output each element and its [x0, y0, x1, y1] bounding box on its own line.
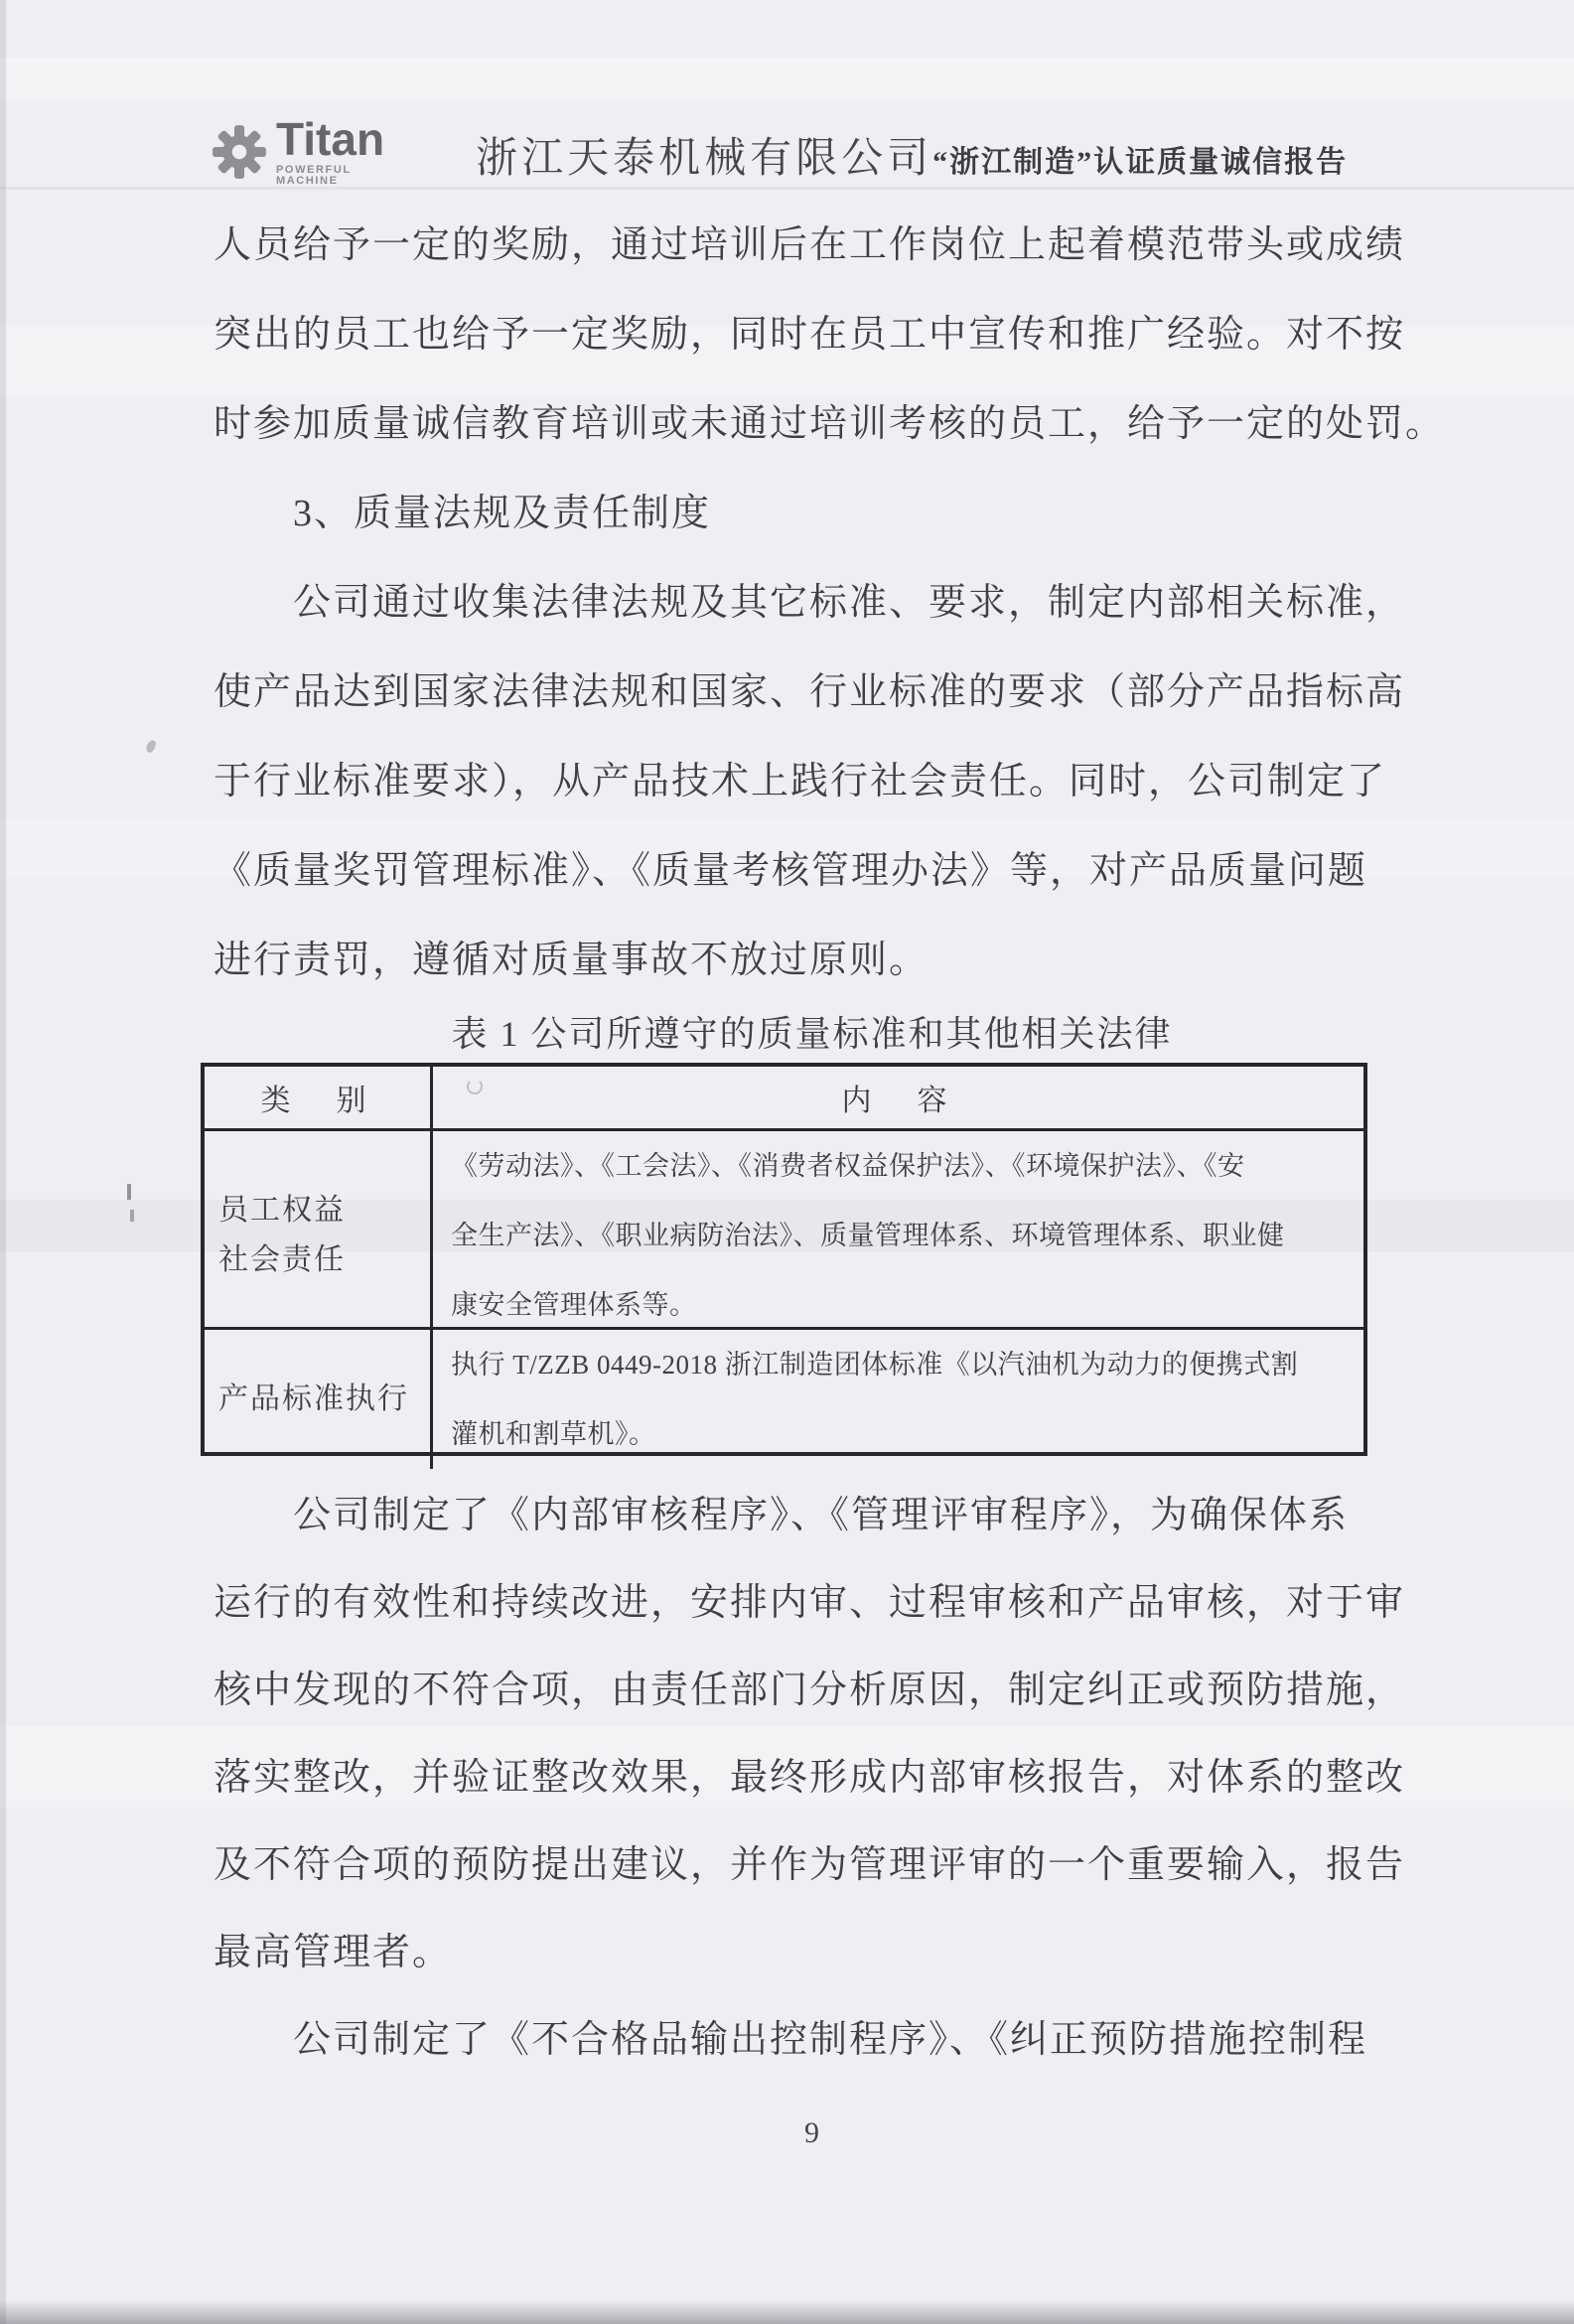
- table-row: [205, 1128, 1363, 1327]
- text-line: 突出的员工也给予一定奖励，同时在员工中宣传和推广经验。对不按: [214, 314, 1406, 356]
- page-header: [212, 103, 1349, 187]
- category-cell: [205, 1131, 433, 1340]
- text-line: 公司制定了《内部审核程序》、《管理评审程序》，为确保体系: [293, 1495, 1350, 1536]
- report-title: “浙江制造”认证质量诚信报告: [932, 146, 1349, 179]
- paragraph: [214, 1996, 1410, 2084]
- text-line: 运行的有效性和持续改进，安排内审、过程审核和产品审核，对于审: [214, 1582, 1406, 1624]
- text-line: 进行责罚，遵循对质量事故不放过原则。: [214, 940, 930, 981]
- text-line: 于行业标准要求），从产品技术上践行社会责任。同时，公司制定了: [214, 761, 1387, 802]
- column-header-category: 类 别: [205, 1067, 433, 1128]
- brand-tagline: POWERFUL MACHINE: [276, 164, 352, 187]
- content-cell: [433, 1330, 1363, 1469]
- text-line: 《质量奖罚管理标准》、《质量考核管理办法》等，对产品质量问题: [214, 850, 1368, 892]
- text-line: 员工权益: [218, 1194, 346, 1227]
- paragraph: [214, 558, 1410, 1005]
- content-cell: [433, 1131, 1363, 1340]
- text-line: 时参加质量诚信教育培训或未通过培训考核的员工，给予一定的处罚。: [214, 403, 1446, 445]
- paragraph: [214, 1472, 1410, 1996]
- text-line: 康安全管理体系等。: [451, 1290, 697, 1320]
- text-line: 人员给予一定的奖励，通过培训后在工作岗位上起着模范带头或成绩: [214, 224, 1406, 266]
- text-line: 灌机和割草机》。: [451, 1419, 656, 1449]
- text-line: 全生产法》、《职业病防治法》、质量管理体系、环境管理体系、职业健: [451, 1221, 1285, 1250]
- ink-speck: [127, 1184, 131, 1200]
- brand-name: Titan: [276, 113, 385, 165]
- text-line: 产品标准执行: [218, 1382, 409, 1415]
- paragraph: [214, 201, 1446, 469]
- text-line: 使产品达到国家法律法规和国家、行业标准的要求（部分产品指标高: [214, 671, 1406, 713]
- ink-speck: [130, 1210, 134, 1222]
- column-header-content: 内 容: [841, 1085, 955, 1117]
- text-line: 《劳动法》、《工会法》、《消费者权益保护法》、《环境保护法》、《安: [451, 1151, 1245, 1181]
- page-number: 9: [804, 2116, 819, 2149]
- section-heading: 3、质量法规及责任制度: [293, 493, 712, 534]
- gear-icon: [212, 124, 267, 180]
- scan-artifact-band: [0, 187, 1574, 190]
- text-line: 核中发现的不符合项，由责任部门分析原因，制定纠正或预防措施，: [214, 1670, 1406, 1711]
- category-cell: [205, 1330, 433, 1469]
- document-body: [214, 201, 1446, 2155]
- logo-text-block: [276, 113, 385, 187]
- text-line: 公司通过收集法律法规及其它标准、要求，制定内部相关标准，: [293, 582, 1406, 624]
- text-line: 及不符合项的预防提出建议，并作为管理评审的一个重要输入，报告: [214, 1844, 1406, 1886]
- text-line: 社会责任: [218, 1243, 346, 1276]
- text-line: 执行 T/ZZB 0449-2018 浙江制造团体标准《以汽油机为动力的便携式割: [451, 1350, 1299, 1380]
- table-header-row: [205, 1067, 1363, 1128]
- standards-table: [201, 1063, 1367, 1456]
- scan-artifact-band: [0, 58, 1574, 99]
- page-edge-shadow: [0, 0, 6, 2324]
- company-name: 浙江天泰机械有限公司: [476, 136, 933, 182]
- text-line: 落实整改，并验证整改效果，最终形成内部审核报告，对体系的整改: [214, 1757, 1406, 1799]
- titan-logo: [212, 113, 385, 187]
- ink-speck: [145, 739, 157, 754]
- text-line: 公司制定了《不合格品输出控制程序》、《纠正预防措施控制程: [293, 2019, 1368, 2061]
- table-row: [205, 1327, 1363, 1452]
- text-line: 最高管理者。: [214, 1932, 453, 1973]
- table-caption: 表 1 公司所遵守的质量标准和其他相关法律: [451, 1014, 1173, 1054]
- page-edge-shadow: [0, 2300, 1574, 2324]
